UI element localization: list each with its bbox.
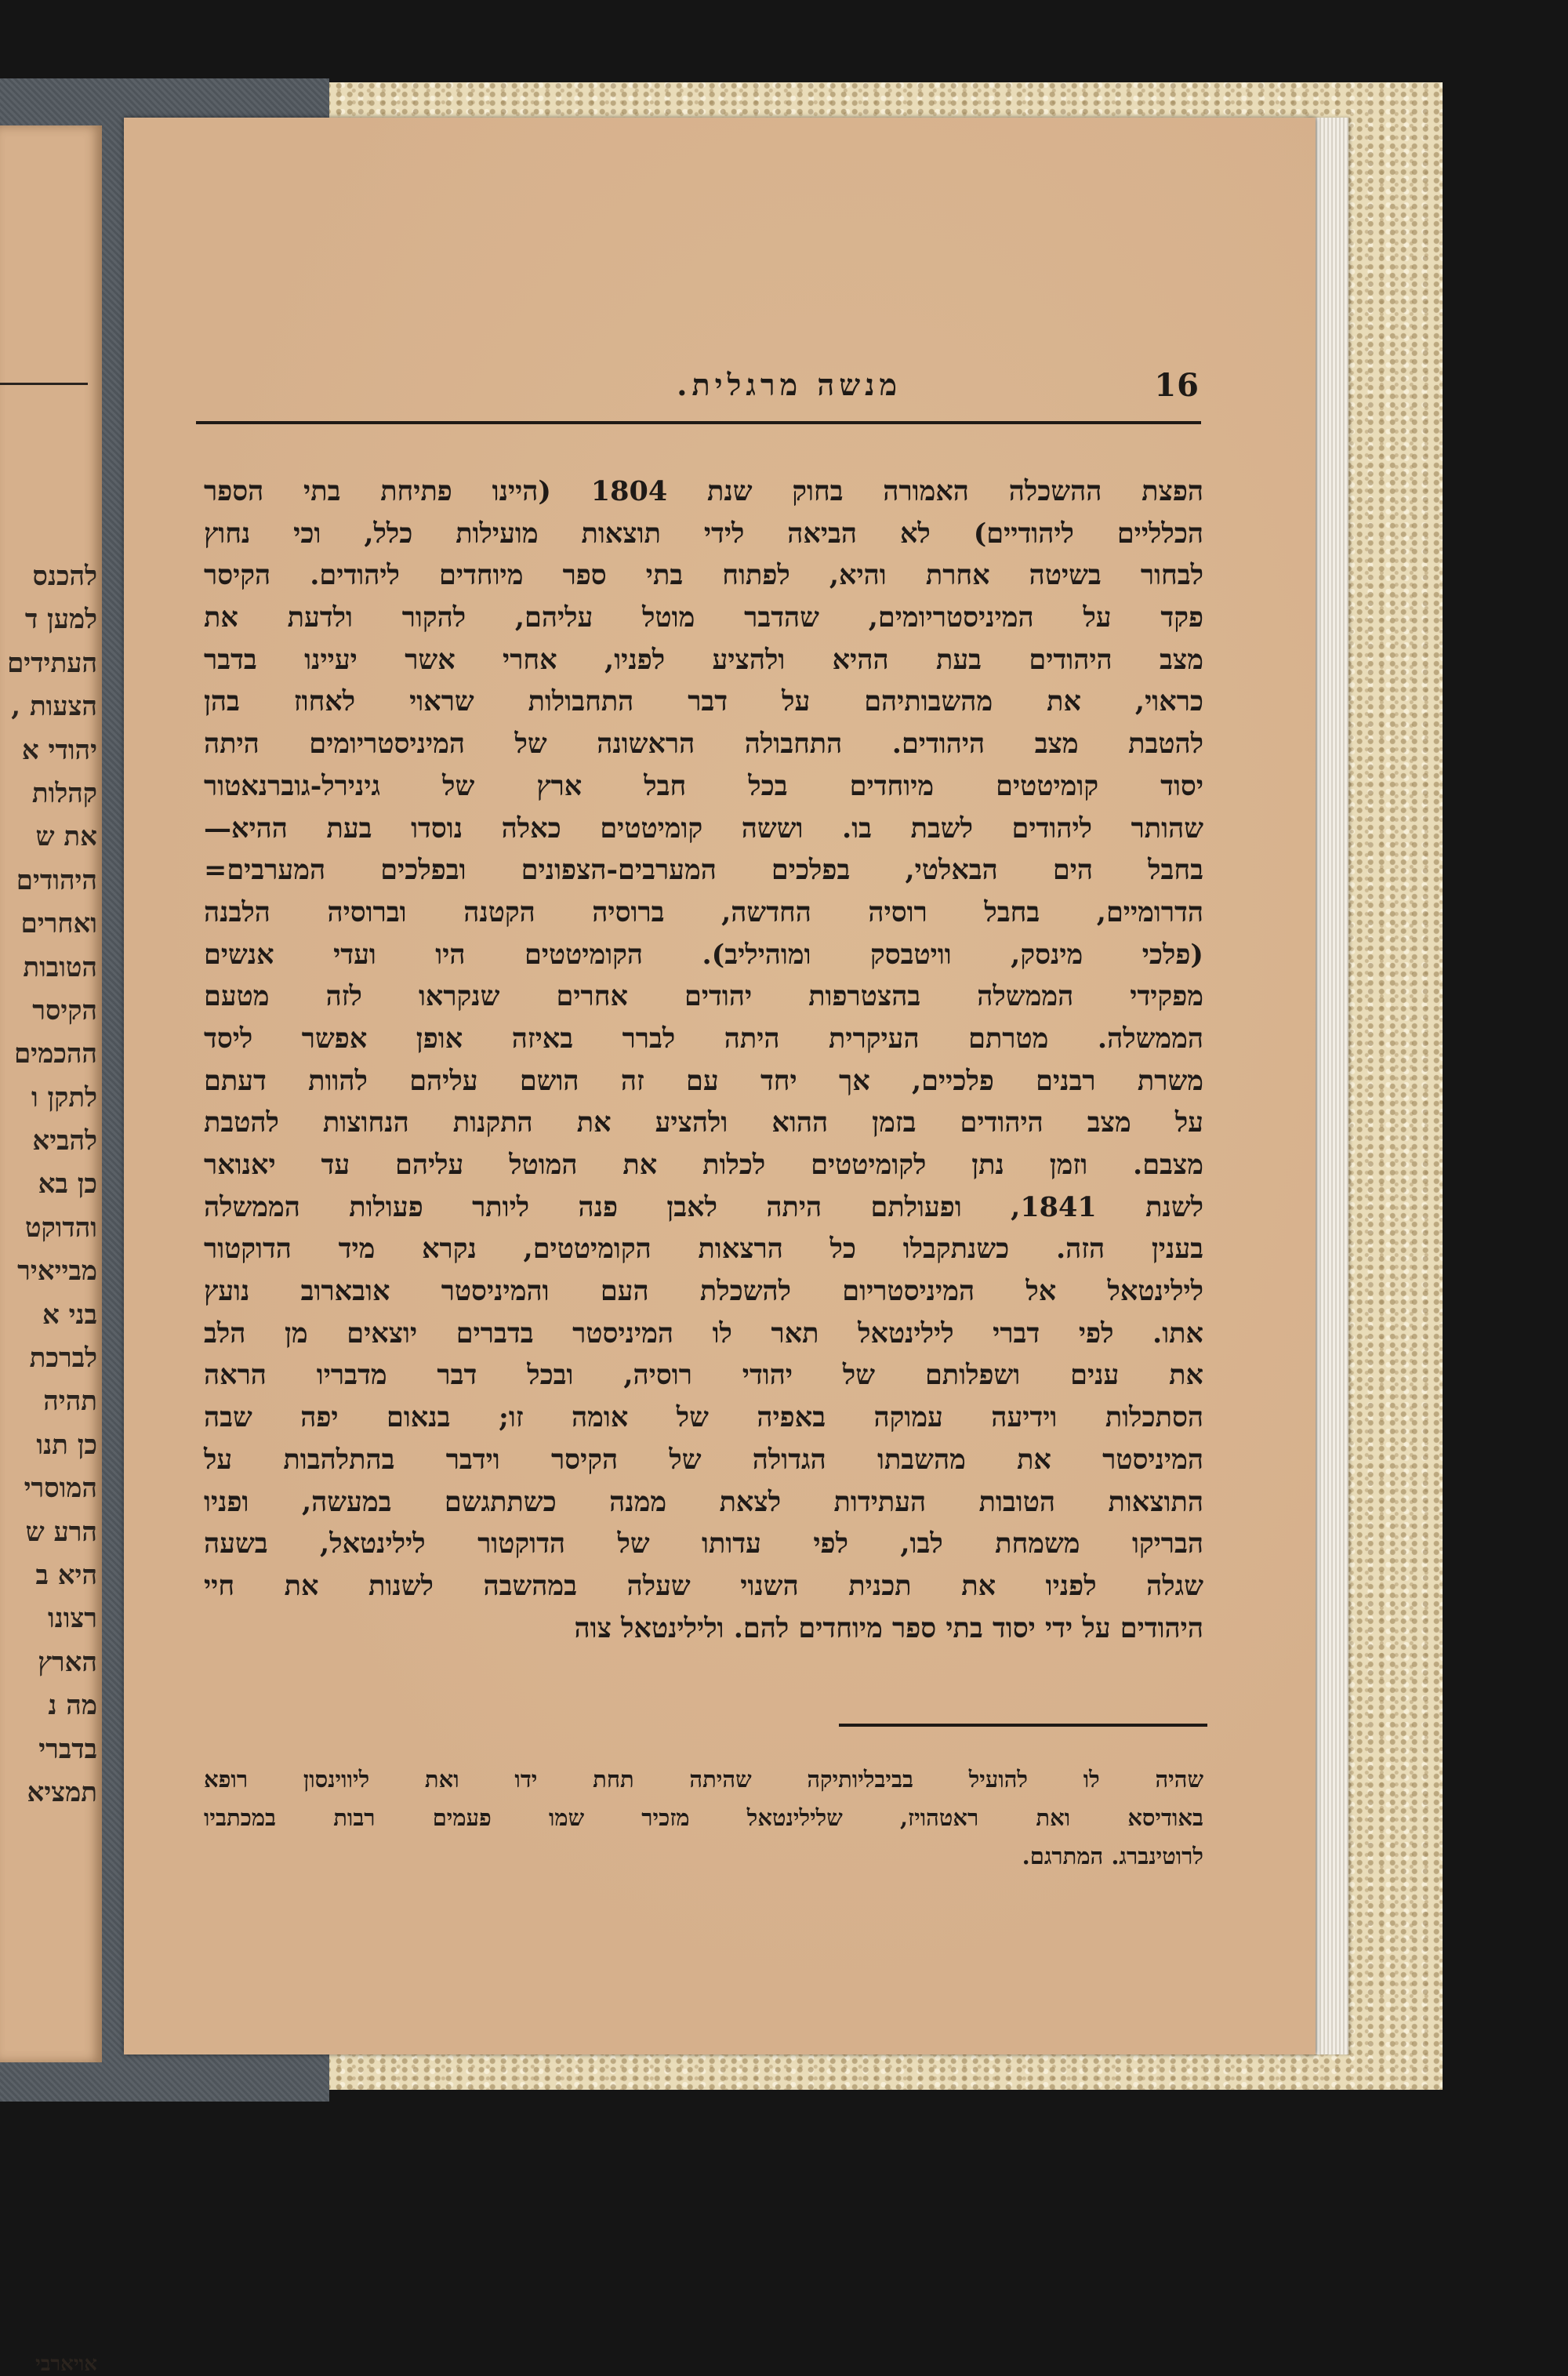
text-line: שהותר ליהודים לשבת בו. וששה קומיטטים כאלה נוסדו בעת ההיא— (204, 812, 1203, 845)
previous-page-line: היהודים (16, 864, 97, 896)
previous-page-line: הטובות (23, 951, 97, 983)
text-line: הדרומיים, בחבל רוסיה החדשה, ברוסיה הקטנה וברוסיה הלבנה (204, 896, 1203, 928)
previous-page-line: את ש (35, 821, 97, 853)
footnote-line: באודיסא ואת ראטהויז, שלילינטאל מזכיר שמו פעמים רבות במכתביו (204, 1804, 1203, 1831)
text-line: הסתכלות וידיעה עמוקה באפיה של אומה זו; בנאום יפה שבה (204, 1401, 1203, 1434)
text-line: היהודים על ידי יסוד בתי ספר מיוחדים להם. ולילינטאל צוה (574, 1611, 1203, 1644)
text-line: לבחור בשיטה אחרת והיא, לפתוח בתי ספר מיוחדים ליהודים. הקיסר (204, 559, 1203, 592)
previous-page-line: כן בא (38, 1168, 97, 1201)
previous-page-line: המוסרי (24, 1473, 97, 1505)
text-line: הכלליים ליהודיים) לא הביאה לידי תוצאות מועילות כלל, וכי נחוץ (204, 517, 1203, 550)
previous-page-line: תמציא (27, 1776, 97, 1808)
header-rule (196, 421, 1201, 424)
previous-page-line: לברכת (29, 1342, 97, 1375)
previous-page-line: כן תנו (36, 1429, 97, 1461)
previous-page-line: תהיה (43, 1386, 97, 1418)
footnote-block (204, 1760, 1203, 1876)
footnote-line: לרוטינברג. המתרגם. (1022, 1843, 1203, 1869)
previous-page-line: בני א (42, 1299, 97, 1331)
previous-page-line: והדוקט (24, 1212, 97, 1244)
previous-page-line: קהלות (31, 777, 97, 809)
text-line: מפקידי הממשלה בהצטרפות יהודים אחרים שנקראו לזה מטעם (204, 980, 1203, 1013)
footnote-rule (839, 1724, 1207, 1727)
previous-page-line: להביא (32, 1125, 97, 1157)
previous-page (0, 125, 102, 2376)
page-number: 16 (1154, 367, 1200, 404)
text-line: משרת רבנים פלכיים, אך יחד עם זה הושם עליהם להוות דעתם (204, 1064, 1203, 1097)
previous-page-line: יהודי א (21, 734, 97, 766)
book-page (124, 118, 1316, 2054)
previous-page-line: בדברי (38, 1733, 97, 1765)
previous-page-line: מה נ (48, 1690, 97, 1722)
text-line: לילינטאל אל המיניסטריום להשכלת העם והמיניסטר אובארוב נועץ (204, 1275, 1203, 1308)
text-line: מצבם. וזמן נתן לקומיטטים לכלות את המוטל עליהם עד יאנואר (204, 1149, 1203, 1181)
text-line: התוצאות הטובות העתידות לצאת ממנה כשתתגשם במעשה, ופניו (204, 1485, 1203, 1518)
text-line: לשנת 1841, ופעולתם היתה לאבן פנה ליותר פעולות הממשלה (204, 1190, 1203, 1223)
text-line: על מצב היהודים בזמן ההוא ולהציע את התקנות הנחוצות להטבת (204, 1106, 1203, 1139)
previous-page-line: הקיסר (32, 994, 97, 1026)
text-line: הבריקו משמחת לבו, לפי עדותו של הדוקטור לילינטאל, בשעה (204, 1528, 1203, 1560)
previous-page-line: מבייאיר (17, 1255, 97, 1288)
previous-page-line: היא ב (35, 1559, 97, 1591)
previous-page-line: לתקן ו (31, 1081, 97, 1114)
text-line: המיניסטר את מהשבתו הגדולה של הקיסר וידבר בהתלהבות על (204, 1443, 1203, 1476)
previous-page-line: הצעות , (11, 691, 97, 723)
text-line: הממשלה. מטרתם העיקרית היתה לברר באיזה אופן אפשר ליסד (204, 1022, 1203, 1055)
text-line: פקד על המיניסטריומים, שהדבר מוטל עליהם, להקור ולדעת את (204, 601, 1203, 634)
footnote-line: שהיה לו להועיל בביבליותיקה שהיתה תחת ידו ואת ליווינסון רופא (204, 1766, 1203, 1793)
text-line: כראוי, את מהשבותיהם על דבר התחבולות שראוי לאחוז בהן (204, 685, 1203, 718)
previous-page-line: ההכמים (13, 1038, 97, 1070)
running-title: מנשה מרגלית. (677, 367, 902, 402)
previous-page-footnote: אויארבי (35, 2352, 97, 2376)
previous-page-line: ואחרים (20, 908, 97, 940)
text-line: את ענים ושפלותם של יהודי רוסיה, ובכל דבר מדבריו הראה (204, 1359, 1203, 1392)
previous-page-text (7, 555, 97, 1815)
text-line: בחבל הים הבאלטי, בפלכים המערבים-הצפונים ובפלכים המערבים= (204, 854, 1203, 887)
text-line: בענין הזה. כשנתקבלו כל הרצאות הקומיטטים, נקרא מיד הדוקטור (204, 1233, 1203, 1266)
text-line: (פלכי מינסק, וויטבסק ומוהיליב). הקומיטטים היו ועדי אנשים (204, 938, 1203, 971)
previous-page-head-rule (0, 383, 88, 385)
previous-page-line: רצונו (48, 1603, 97, 1635)
previous-page-line: העתידים (7, 647, 97, 679)
previous-page-line: הרע ש (25, 1516, 97, 1548)
text-line: יסוד קומיטטים מיוחדים בכל חבל ארץ של גינירל-גוברנאטור (204, 769, 1203, 802)
previous-page-line: הארץ (38, 1646, 97, 1678)
text-line: מצב היהודים בעת ההיא ולהציע לפניו, אחרי אשר יעיינו בדבר (204, 643, 1203, 676)
running-head (196, 367, 1200, 414)
previous-page-line: למען ד (24, 604, 97, 636)
text-line: הפצת ההשכלה האמורה בחוק שנת 1804 (היינו פתיחת בתי הספר (204, 475, 1204, 507)
text-line: אתו. לפי דברי לילינטאל תאר לו המיניסטר בדברים יוצאים מן הלב (204, 1317, 1203, 1350)
previous-page-line: להכנס (32, 561, 97, 592)
text-line: שגלה לפניו את תכנית השנוי שעלה במהשבה לשנות את חיי (204, 1569, 1203, 1602)
body-text (204, 470, 1203, 1649)
text-line: להטבת מצב היהודים. התחבולה הראשונה של המיניסטריומים היתה (204, 728, 1203, 761)
